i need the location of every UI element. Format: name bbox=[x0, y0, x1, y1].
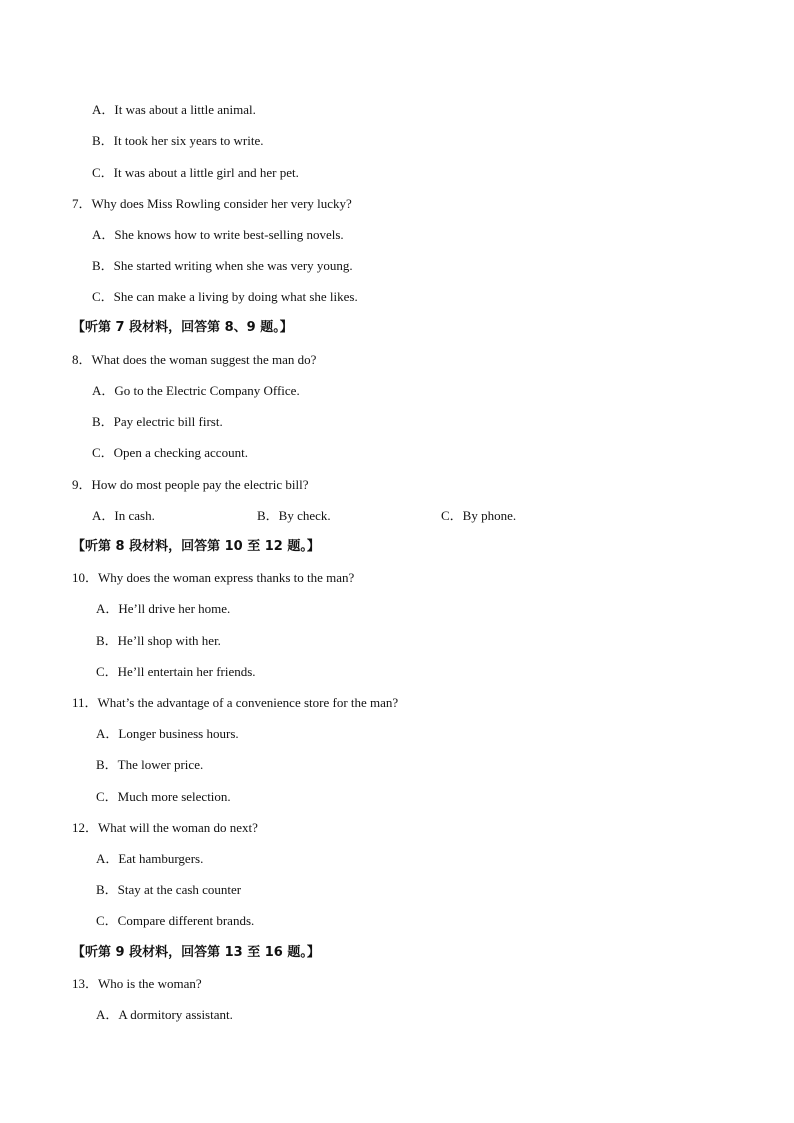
section-heading-7: 【听第 7 段材料，回答第 8、9 题。】 bbox=[72, 320, 293, 335]
q7-option-c: C．She can make a living by doing what she likes. bbox=[92, 289, 358, 304]
q12-question: 12．What will the woman do next? bbox=[72, 820, 258, 835]
section-heading-9: 【听第 9 段材料，回答第 13 至 16 题。】 bbox=[72, 945, 320, 960]
q13-option-a: A．A dormitory assistant. bbox=[96, 1007, 233, 1022]
section-heading-8: 【听第 8 段材料，回答第 10 至 12 题。】 bbox=[72, 539, 320, 554]
q11-option-c: C．Much more selection. bbox=[96, 789, 231, 804]
q6-option-b: B．It took her six years to write. bbox=[92, 133, 264, 148]
q11-option-b: B．The lower price. bbox=[96, 757, 204, 772]
q7-option-b: B．She started writing when she was very young. bbox=[92, 258, 353, 273]
q10-option-b: B．He’ll shop with her. bbox=[96, 633, 221, 648]
q9-option-b: B．By check. bbox=[257, 508, 331, 523]
q11-question: 11．What’s the advantage of a convenience store for the man? bbox=[72, 695, 399, 710]
q11-option-a: A．Longer business hours. bbox=[96, 726, 239, 741]
q12-option-a: A．Eat hamburgers. bbox=[96, 851, 204, 866]
q13-question: 13．Who is the woman? bbox=[72, 976, 202, 991]
q8-option-c: C．Open a checking account. bbox=[92, 445, 248, 460]
q10-option-c: C．He’ll entertain her friends. bbox=[96, 664, 256, 679]
q7-option-a: A．She knows how to write best-selling novels. bbox=[92, 227, 344, 242]
q6-option-c: C．It was about a little girl and her pet. bbox=[92, 165, 299, 180]
q9-option-a: A．In cash. bbox=[92, 508, 155, 523]
q8-question: 8．What does the woman suggest the man do? bbox=[72, 352, 317, 367]
q8-option-b: B．Pay electric bill first. bbox=[92, 414, 223, 429]
q10-option-a: A．He’ll drive her home. bbox=[96, 601, 231, 616]
q12-option-b: B．Stay at the cash counter bbox=[96, 882, 242, 897]
q7-question: 7．Why does Miss Rowling consider her very lucky? bbox=[72, 196, 352, 211]
q10-question: 10．Why does the woman express thanks to the man? bbox=[72, 570, 355, 585]
q9-question: 9．How do most people pay the electric bill? bbox=[72, 477, 309, 492]
q12-option-c: C．Compare different brands. bbox=[96, 913, 255, 928]
q6-option-a: A．It was about a little animal. bbox=[92, 102, 256, 117]
q8-option-a: A．Go to the Electric Company Office. bbox=[92, 383, 300, 398]
q9-option-c: C．By phone. bbox=[441, 508, 517, 523]
